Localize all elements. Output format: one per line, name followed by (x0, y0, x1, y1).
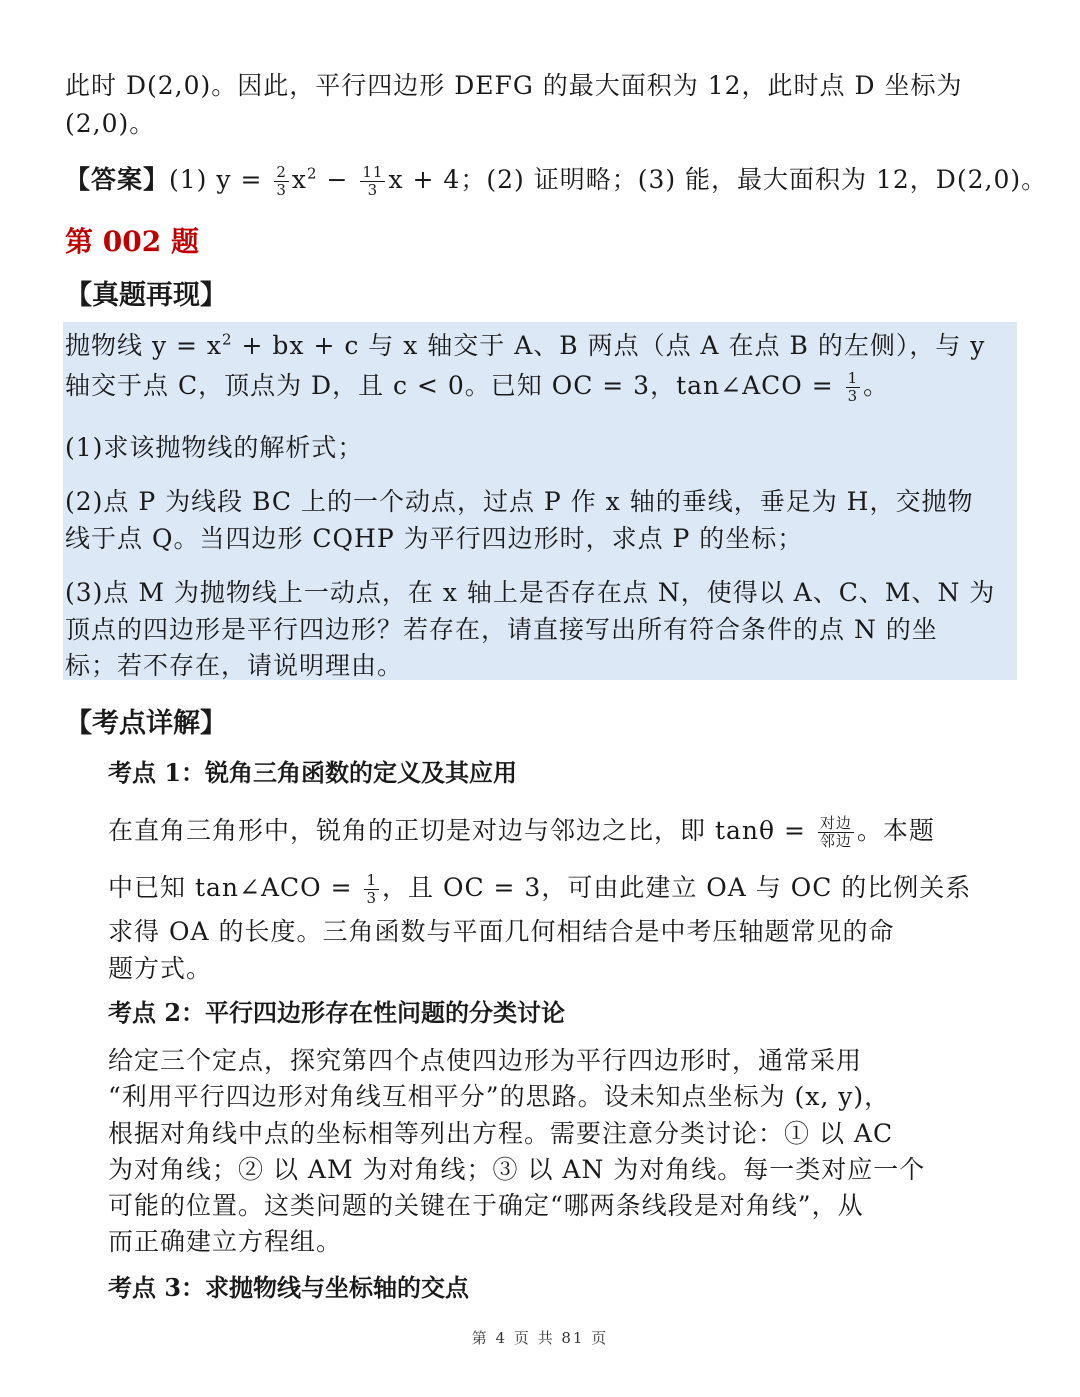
page-footer: 第 4 页 共 81 页 (471, 1329, 609, 1347)
question-part-3-line-2: 顶点的四边形是平行四边形？若存在，请直接写出所有符合条件的点 N 的坐 (65, 615, 938, 644)
key-point-3-title: 考点 3：求抛物线与坐标轴的交点 (108, 1273, 470, 1302)
fraction (846, 370, 861, 405)
key-point-2-line-4: 为对角线；② 以 AM 为对角线；③ 以 AN 为对角线。每一类对应一个 (108, 1155, 926, 1184)
kp-text: 。本题 (856, 816, 935, 845)
question-part-2-line-2: 线于点 Q。当四边形 CQHP 为平行四边形时，求点 P 的坐标； (65, 524, 804, 553)
kp-text: ，且 OC = 3，可由此建立 OA 与 OC 的比例关系 (382, 873, 972, 902)
section-heading-real: 【真题再现】 (65, 280, 227, 311)
key-point-2-line-3: 根据对角线中点的坐标相等列出方程。需要注意分类讨论：① 以 AC (108, 1119, 894, 1148)
fraction (818, 815, 854, 850)
fraction-numerator: 对边 (819, 814, 852, 832)
question-text: 。 (863, 371, 890, 400)
answer-part: x (291, 165, 307, 194)
fraction (274, 164, 289, 199)
fraction-numerator: 2 (276, 163, 287, 181)
kp-text: 在直角三角形中，锐角的正切是对边与邻边之比，即 tanθ = (108, 816, 815, 845)
answer-part: x + 4；(2) 证明略；(3) 能，最大面积为 12，D(2,0)。 (388, 165, 1048, 194)
fraction-denominator: 3 (276, 181, 287, 199)
exponent: 2 (307, 164, 318, 183)
question-text: + bx + c 与 x 轴交于 A、B 两点（点 A 在点 B 的左侧），与 y (232, 331, 986, 360)
top-text-line-1: 此时 D(2,0)。因此，平行四边形 DEFG 的最大面积为 12，此时点 D 坐标为 (65, 71, 963, 100)
fraction-numerator: 11 (362, 163, 384, 181)
fraction-denominator: 3 (366, 889, 378, 907)
top-text-line-2: (2,0)。 (65, 109, 156, 138)
fraction-numerator: 1 (847, 369, 859, 387)
answer-label: 【答案】 (65, 165, 170, 194)
key-point-2-title: 考点 2：平行四边形存在性问题的分类讨论 (108, 998, 566, 1027)
question-part-1: (1)求该抛物线的解析式； (65, 433, 364, 462)
key-point-2-line-6: 而正确建立方程组。 (108, 1227, 343, 1256)
fraction-denominator: 邻边 (819, 832, 852, 850)
question-text: 抛物线 y = x (65, 331, 223, 360)
question-part-2-line-1: (2)点 P 为线段 BC 上的一个动点，过点 P 作 x 轴的垂线，垂足为 H，交抛物 (65, 487, 974, 516)
section-heading-detail: 【考点详解】 (65, 708, 227, 739)
key-point-1-line-4: 题方式。 (108, 954, 213, 983)
question-text: 轴交于点 C，顶点为 D，且 c < 0。已知 OC = 3，tan∠ACO = (65, 371, 843, 400)
key-point-2-line-5: 可能的位置。这类问题的关键在于确定“哪两条线段是对角线”，从 (108, 1191, 864, 1220)
key-point-2-line-2: “利用平行四边形对角线互相平分”的思路。设未知点坐标为 (x, y)， (108, 1082, 891, 1111)
question-part-3-line-1: (3)点 M 为抛物线上一动点，在 x 轴上是否存在点 N，使得以 A、C、M、N 为 (65, 578, 996, 607)
key-point-1-title: 考点 1：锐角三角函数的定义及其应用 (108, 758, 518, 787)
question-line-2 (65, 366, 889, 405)
question-line-1 (65, 326, 985, 362)
answer-line (65, 160, 1047, 199)
answer-part: (1) y = (169, 165, 272, 194)
question-title: 第 002 题 (65, 225, 199, 258)
exponent: 2 (222, 330, 233, 349)
key-point-1-line-1 (108, 811, 935, 850)
fraction (364, 872, 379, 907)
fraction-denominator: 3 (367, 181, 379, 199)
fraction-denominator: 3 (847, 387, 859, 405)
question-part-3-line-3: 标；若不存在，请说明理由。 (65, 651, 404, 680)
answer-part: − (317, 165, 358, 194)
kp-text: 中已知 tan∠ACO = (108, 873, 362, 902)
fraction-numerator: 1 (366, 871, 378, 889)
key-point-2-line-1: 给定三个定点，探究第四个点使四边形为平行四边形时，通常采用 (108, 1046, 863, 1075)
key-point-1-line-2 (108, 868, 971, 907)
fraction (360, 164, 385, 199)
key-point-1-line-3: 求得 OA 的长度。三角函数与平面几何相结合是中考压轴题常见的命 (108, 917, 895, 946)
